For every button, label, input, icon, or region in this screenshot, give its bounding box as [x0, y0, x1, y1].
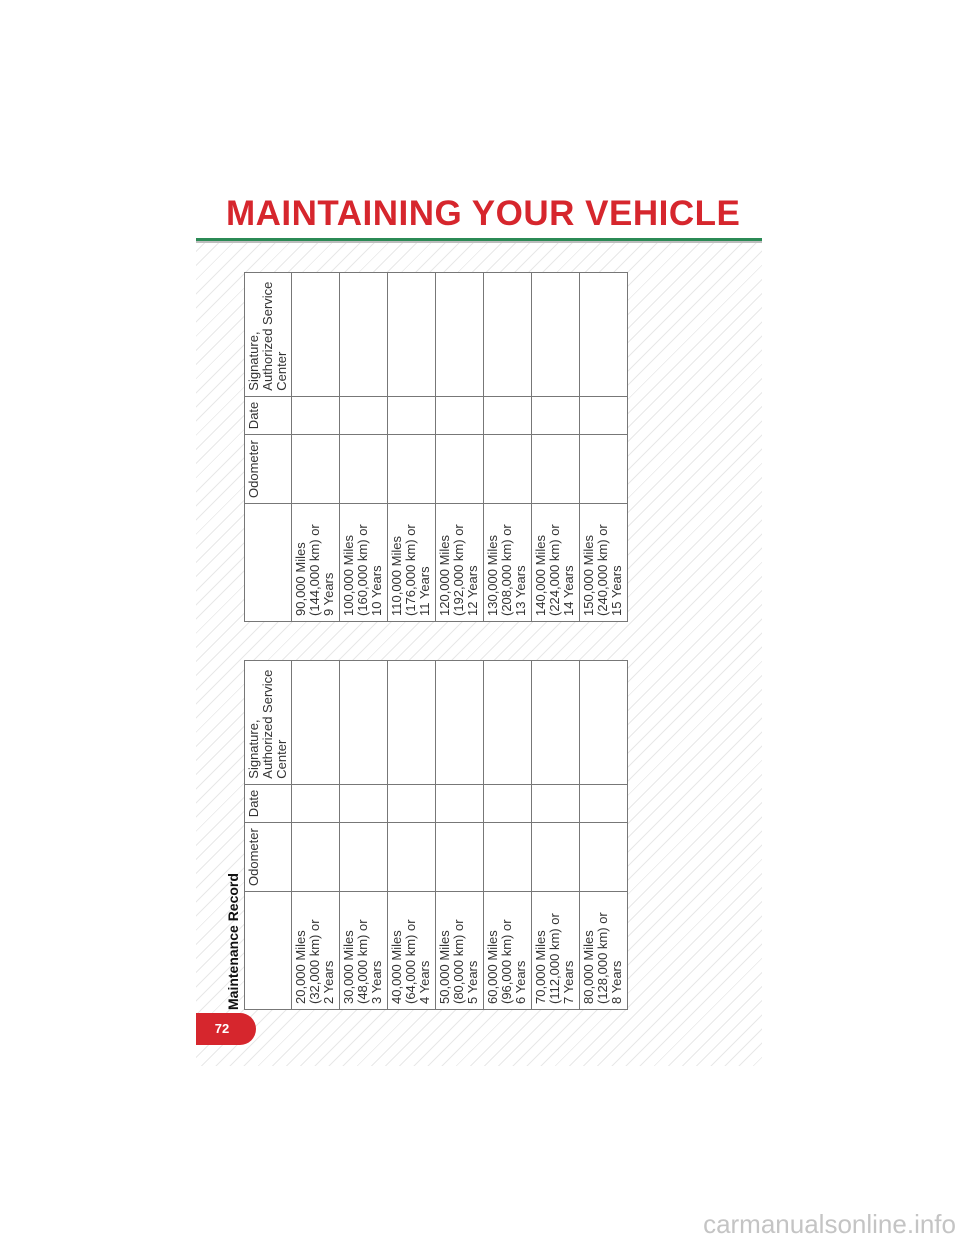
date-cell	[292, 784, 340, 822]
interval-cell	[436, 504, 484, 622]
odometer-cell	[340, 823, 388, 892]
signature-cell	[532, 660, 580, 784]
interval-line: 3 Years	[369, 960, 384, 1004]
interval-line: 80,000 Miles	[581, 930, 596, 1004]
maintenance-record	[222, 256, 634, 1010]
odometer-cell	[436, 435, 484, 504]
signature-cell	[292, 272, 340, 396]
interval-line: (128,000 km) or	[595, 912, 610, 1004]
table-row	[388, 272, 436, 621]
signature-cell	[388, 660, 436, 784]
odometer-cell	[340, 435, 388, 504]
interval-line: (160,000 km) or	[355, 524, 370, 616]
interval-line: 10 Years	[369, 565, 384, 616]
signature-cell	[484, 272, 532, 396]
signature-cell	[580, 660, 628, 784]
interval-line: 14 Years	[561, 565, 576, 616]
odometer-header: Odometer	[245, 823, 292, 892]
date-header: Date	[245, 396, 292, 434]
table-row	[388, 660, 436, 1009]
watermark: carmanualsonline.info	[703, 1209, 956, 1239]
interval-line: 110,000 Miles	[389, 536, 404, 616]
interval-line: (240,000 km) or	[595, 524, 610, 616]
interval-line: (208,000 km) or	[499, 524, 514, 616]
date-cell	[532, 784, 580, 822]
interval-line: 8 Years	[609, 960, 624, 1004]
interval-header	[245, 504, 292, 622]
date-cell	[388, 396, 436, 434]
interval-line: (176,000 km) or	[403, 524, 418, 616]
interval-line: 90,000 Miles	[293, 542, 308, 616]
date-cell	[484, 784, 532, 822]
date-cell	[532, 396, 580, 434]
signature-cell	[436, 660, 484, 784]
interval-line: (192,000 km) or	[451, 524, 466, 616]
date-cell	[340, 396, 388, 434]
page-tab	[196, 1013, 256, 1045]
signature-cell	[388, 272, 436, 396]
interval-cell	[580, 892, 628, 1010]
odometer-cell	[580, 823, 628, 892]
signature-header: Signature, Authorized Service Center	[245, 272, 292, 396]
interval-line: 20,000 Miles	[293, 930, 308, 1004]
right-rows	[292, 272, 628, 621]
interval-line: 6 Years	[513, 960, 528, 1004]
date-cell	[484, 396, 532, 434]
interval-line: 50,000 Miles	[437, 930, 452, 1004]
interval-line: 9 Years	[321, 572, 336, 616]
interval-line: (112,000 km) or	[547, 913, 562, 1004]
date-cell	[436, 396, 484, 434]
odometer-cell	[580, 435, 628, 504]
interval-line: 40,000 Miles	[389, 930, 404, 1004]
table-header-row	[245, 660, 292, 1009]
interval-line: 15 Years	[609, 565, 624, 616]
odometer-cell	[388, 435, 436, 504]
table-row	[532, 660, 580, 1009]
date-cell	[580, 396, 628, 434]
odometer-cell	[388, 823, 436, 892]
interval-cell	[532, 892, 580, 1010]
date-header: Date	[245, 784, 292, 822]
interval-cell	[388, 504, 436, 622]
interval-line: 2 Years	[321, 960, 336, 1004]
interval-line: (144,000 km) or	[307, 524, 322, 616]
table-row	[436, 272, 484, 621]
interval-line: 60,000 Miles	[485, 930, 500, 1004]
left-rows	[292, 660, 628, 1009]
table-row	[532, 272, 580, 621]
interval-cell	[292, 504, 340, 622]
interval-line: (96,000 km) or	[499, 919, 514, 1004]
interval-cell	[388, 892, 436, 1010]
odometer-cell	[484, 435, 532, 504]
date-cell	[388, 784, 436, 822]
interval-line: (48,000 km) or	[355, 919, 370, 1004]
interval-line: 70,000 Miles	[533, 930, 548, 1004]
signature-cell	[484, 660, 532, 784]
interval-cell	[436, 892, 484, 1010]
interval-header	[245, 892, 292, 1010]
odometer-cell	[532, 823, 580, 892]
interval-line: (32,000 km) or	[307, 919, 322, 1004]
section-title: MAINTAINING YOUR VEHICLE	[226, 194, 741, 233]
interval-cell	[292, 892, 340, 1010]
interval-line: 5 Years	[465, 960, 480, 1004]
signature-cell	[292, 660, 340, 784]
interval-line: 30,000 Miles	[341, 930, 356, 1004]
date-cell	[580, 784, 628, 822]
interval-line: 7 Years	[561, 960, 576, 1004]
interval-line: (224,000 km) or	[547, 524, 562, 616]
signature-cell	[340, 272, 388, 396]
record-title: Maintenance Record	[225, 873, 241, 1010]
signature-header: Signature, Authorized Service Center	[245, 660, 292, 784]
interval-line: 120,000 Miles	[437, 535, 452, 616]
date-cell	[340, 784, 388, 822]
interval-line: 100,000 Miles	[341, 535, 356, 616]
interval-line: (80,000 km) or	[451, 919, 466, 1004]
interval-line: 13 Years	[513, 565, 528, 616]
interval-line: 4 Years	[417, 960, 432, 1004]
interval-line: 12 Years	[465, 565, 480, 616]
table-header-row	[245, 272, 292, 621]
interval-cell	[484, 504, 532, 622]
interval-line: 11 Years	[417, 566, 432, 616]
table-row	[484, 660, 532, 1009]
signature-cell	[340, 660, 388, 784]
table-row	[484, 272, 532, 621]
table-row	[436, 660, 484, 1009]
odometer-cell	[532, 435, 580, 504]
date-cell	[292, 396, 340, 434]
signature-cell	[532, 272, 580, 396]
interval-line: 140,000 Miles	[533, 535, 548, 616]
table-row	[580, 660, 628, 1009]
header-rule-shadow	[196, 241, 762, 243]
odometer-cell	[436, 823, 484, 892]
date-cell	[436, 784, 484, 822]
interval-cell	[532, 504, 580, 622]
odometer-cell	[292, 823, 340, 892]
odometer-cell	[292, 435, 340, 504]
maintenance-table-right	[244, 272, 628, 622]
table-row	[292, 272, 340, 621]
interval-line: 130,000 Miles	[485, 535, 500, 616]
odometer-header: Odometer	[245, 435, 292, 504]
interval-cell	[484, 892, 532, 1010]
interval-cell	[340, 504, 388, 622]
table-row	[580, 272, 628, 621]
interval-line: 150,000 Miles	[581, 535, 596, 616]
interval-line: (64,000 km) or	[403, 919, 418, 1004]
interval-cell	[580, 504, 628, 622]
signature-cell	[580, 272, 628, 396]
table-row	[292, 660, 340, 1009]
odometer-cell	[484, 823, 532, 892]
maintenance-table-left	[244, 660, 628, 1010]
interval-cell	[340, 892, 388, 1010]
signature-cell	[436, 272, 484, 396]
table-row	[340, 272, 388, 621]
table-row	[340, 660, 388, 1009]
page-number: 72	[214, 1021, 230, 1036]
